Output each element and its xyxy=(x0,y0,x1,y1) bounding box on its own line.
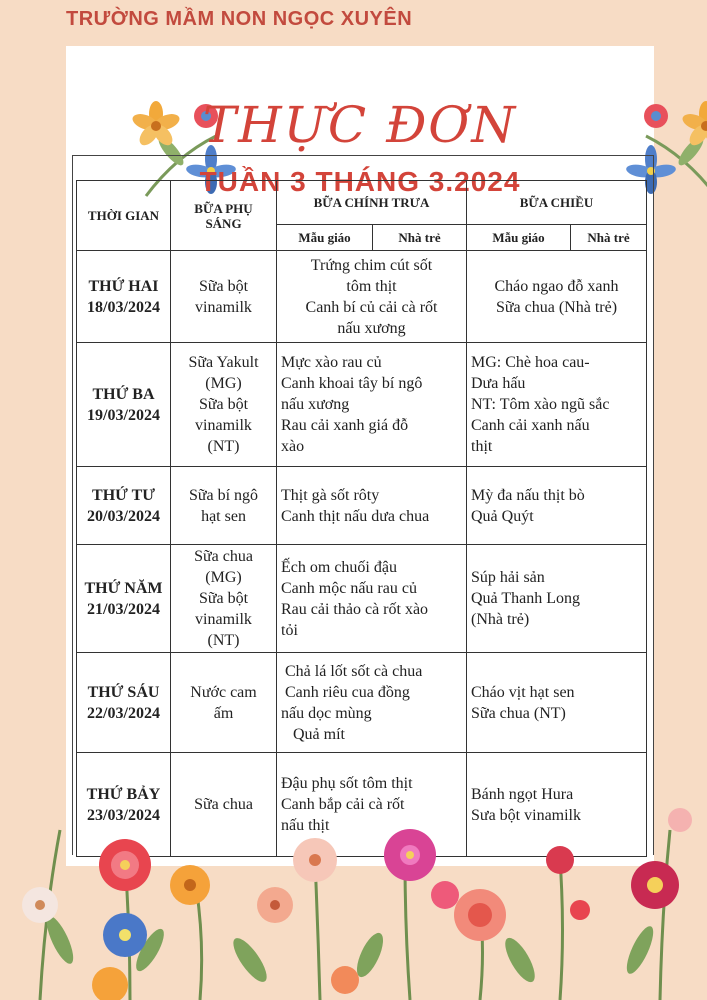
lunch-line: Rau cải thảo cà rốt xào xyxy=(281,600,429,618)
lunch-cell xyxy=(277,251,467,343)
breakfast-cell xyxy=(171,467,277,545)
afternoon-line: Sữa chua (Nhà trẻ) xyxy=(495,298,618,316)
day-date: 23/03/2024 xyxy=(87,806,160,824)
day-date: 21/03/2024 xyxy=(87,600,160,618)
header-lunch-nursery: Nhà trẻ xyxy=(373,225,467,251)
lunch-line: Đậu phụ sốt tôm thịt xyxy=(281,775,413,792)
lunch-line: Canh bắp cải cà rốt xyxy=(281,796,405,813)
menu-title: THỰC ĐƠN xyxy=(202,96,518,154)
breakfast-line: Nước cam xyxy=(190,683,257,701)
lunch-line: tôm thịt xyxy=(346,277,397,295)
lunch-line: Quả mít xyxy=(281,725,345,743)
lunch-line: nấu dọc mùng xyxy=(281,704,372,722)
breakfast-line: vinamilk xyxy=(195,417,252,434)
lunch-line: xào xyxy=(281,438,305,455)
lunch-line: tỏi xyxy=(281,621,298,639)
breakfast-line: ấm xyxy=(213,704,234,722)
afternoon-line: Quả Thanh Long xyxy=(471,590,581,607)
day-cell xyxy=(77,343,171,467)
afternoon-line: thịt xyxy=(471,438,493,455)
day-name: THỨ HAI xyxy=(88,277,159,295)
day-date: 19/03/2024 xyxy=(87,406,160,424)
menu-subtitle: TUẦN 3 THÁNG 3.2024 xyxy=(199,166,521,197)
afternoon-line: Bánh ngọt Hura xyxy=(471,785,574,803)
breakfast-line: Sữa bột xyxy=(198,590,249,607)
day-date: 22/03/2024 xyxy=(87,704,160,722)
day-name: THỨ NĂM xyxy=(84,579,163,597)
afternoon-cell xyxy=(467,467,647,545)
breakfast-line: vinamilk xyxy=(195,298,252,316)
afternoon-line: Sưa bột vinamilk xyxy=(471,806,581,824)
afternoon-line: MG: Chè hoa cau- xyxy=(471,354,590,371)
day-date: 20/03/2024 xyxy=(87,507,160,525)
breakfast-line: (MG) xyxy=(205,569,242,586)
lunch-line: Thịt gà sốt rôty xyxy=(281,486,380,504)
lunch-line: Canh mộc nấu rau củ xyxy=(281,579,417,597)
day-cell xyxy=(77,545,171,653)
school-name: TRƯỜNG MẦM NON NGỌC XUYÊN xyxy=(66,8,413,30)
afternoon-line: Cháo ngao đỗ xanh xyxy=(494,277,619,295)
flower-border-icon xyxy=(0,790,707,1000)
lunch-line: Canh riêu cua đồng xyxy=(281,683,410,701)
breakfast-line: (MG) xyxy=(205,375,242,392)
table-row xyxy=(77,653,647,753)
lunch-line: Mực xào rau củ xyxy=(281,354,382,371)
day-name: THỨ BA xyxy=(92,385,155,403)
lunch-line: nấu xương xyxy=(337,319,406,337)
lunch-cell xyxy=(277,467,467,545)
afternoon-cell xyxy=(467,653,647,753)
afternoon-line: Sữa chua (NT) xyxy=(471,704,566,722)
breakfast-line: vinamilk xyxy=(195,611,252,628)
header-time: THỜI GIAN xyxy=(77,181,171,251)
lunch-cell xyxy=(277,343,467,467)
lunch-line: Canh khoai tây bí ngô xyxy=(281,375,423,392)
afternoon-line: Quả Quýt xyxy=(471,507,534,525)
lunch-cell xyxy=(277,545,467,653)
header-breakfast: BỮA PHỤ SÁNG xyxy=(171,181,277,251)
table-row xyxy=(77,467,647,545)
breakfast-line: hạt sen xyxy=(201,507,246,525)
header-afternoon-nursery: Nhà trẻ xyxy=(571,225,647,251)
lunch-line: nấu xương xyxy=(281,396,350,413)
menu-table xyxy=(76,180,647,857)
lunch-line: Canh thịt nấu dưa chua xyxy=(281,507,430,525)
header-afternoon-preschool: Mẫu giáo xyxy=(467,225,571,251)
afternoon-line: Mỳ đa nấu thịt bò xyxy=(471,486,585,504)
day-cell xyxy=(77,251,171,343)
table-row xyxy=(77,251,647,343)
lunch-line: Trứng chim cút sốt xyxy=(310,256,433,274)
breakfast-line: Sữa chua xyxy=(194,548,253,565)
breakfast-line: Sữa bột xyxy=(198,396,249,413)
header-lunch: BỮA CHÍNH TRƯA xyxy=(277,181,467,225)
day-name: THỨ TƯ xyxy=(92,486,155,504)
breakfast-cell xyxy=(171,545,277,653)
afternoon-line: Cháo vịt hạt sen xyxy=(471,683,575,701)
header-lunch-preschool: Mẫu giáo xyxy=(277,225,373,251)
lunch-line: Chả lá lốt sốt cà chua xyxy=(281,662,423,680)
lunch-line: nấu thịt xyxy=(281,817,330,834)
breakfast-line: Sữa bột xyxy=(198,277,249,295)
afternoon-cell xyxy=(467,343,647,467)
day-name: THỨ BẢY xyxy=(86,785,161,803)
lunch-cell xyxy=(277,653,467,753)
breakfast-cell xyxy=(171,251,277,343)
day-name: THỨ SÁU xyxy=(87,683,160,701)
breakfast-line: Sữa chua xyxy=(194,796,253,813)
afternoon-line: Canh cải xanh nấu xyxy=(471,417,590,434)
lunch-line: Canh bí củ cải cà rốt xyxy=(305,298,438,316)
table-row xyxy=(77,343,647,467)
afternoon-line: Dưa hấu xyxy=(471,375,526,392)
breakfast-line: (NT) xyxy=(207,438,240,455)
breakfast-line: Sữa Yakult xyxy=(188,354,259,371)
lunch-line: Rau cải xanh giá đỗ xyxy=(281,417,409,434)
lunch-line: Ếch om chuối đậu xyxy=(281,558,397,576)
breakfast-line: (NT) xyxy=(207,632,240,649)
afternoon-line: (Nhà trẻ) xyxy=(471,611,530,628)
day-cell xyxy=(77,653,171,753)
day-cell xyxy=(77,467,171,545)
table-row xyxy=(77,545,647,653)
afternoon-line: Súp hải sản xyxy=(471,569,545,586)
day-date: 18/03/2024 xyxy=(87,298,160,316)
breakfast-cell xyxy=(171,343,277,467)
header-afternoon: BỮA CHIỀU xyxy=(467,181,647,225)
breakfast-line: Sữa bí ngô xyxy=(188,486,259,504)
afternoon-line: NT: Tôm xào ngũ sắc xyxy=(471,396,610,413)
afternoon-cell xyxy=(467,251,647,343)
breakfast-cell xyxy=(171,653,277,753)
afternoon-cell xyxy=(467,545,647,653)
